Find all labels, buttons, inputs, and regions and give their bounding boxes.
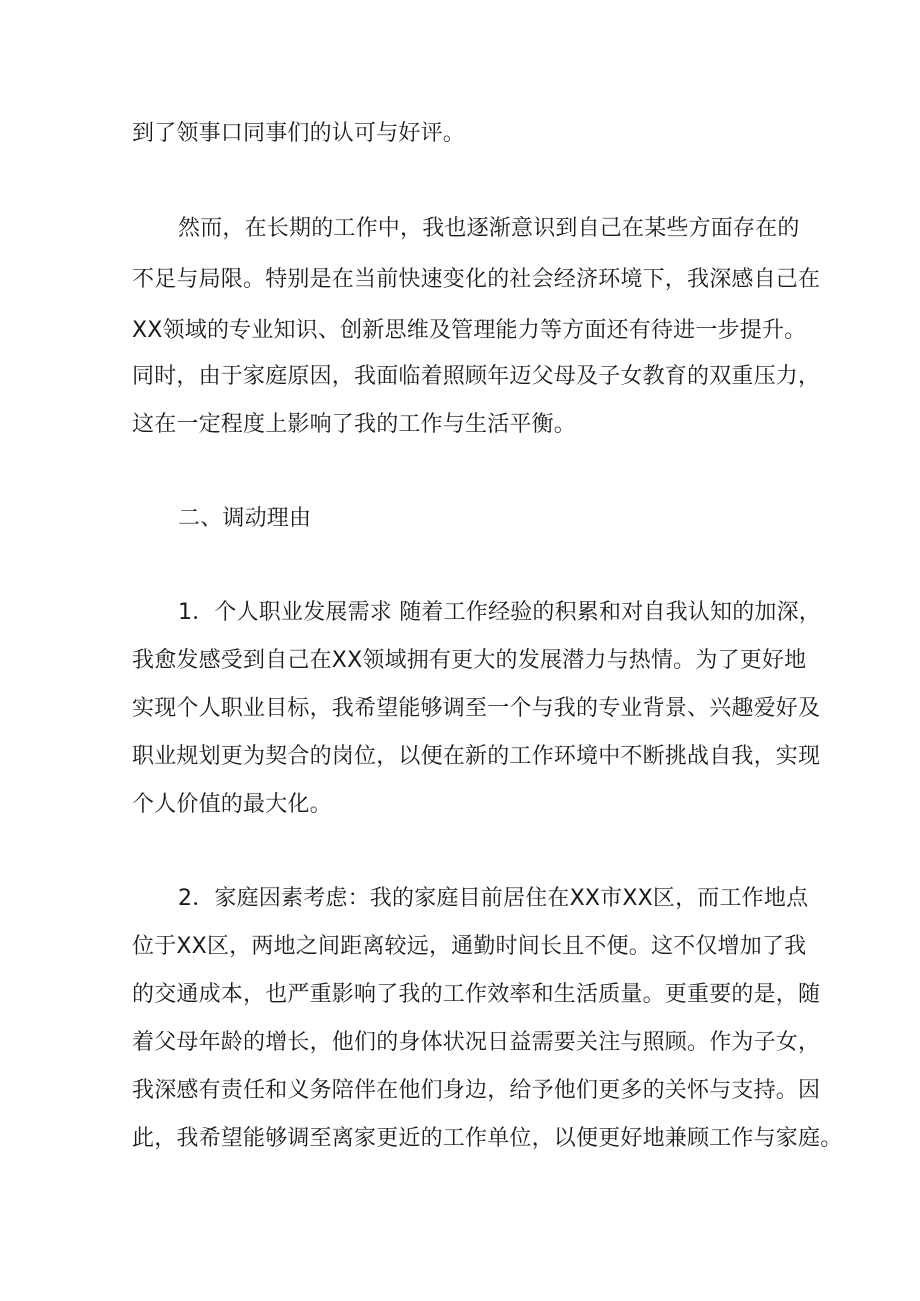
paragraph-line: 职业规划更为契合的岗位，以便在新的工作环境中不断挑战自我，实现 xyxy=(132,744,821,769)
paragraph-line: 我愈发感受到自己在XX领域拥有更大的发展潜力与热情。为了更好地 xyxy=(132,648,807,673)
paragraph-line: 不足与局限。特别是在当前快速变化的社会经济环境下，我深感自己在 xyxy=(132,267,821,292)
paragraph-line: 的交通成本，也严重影响了我的工作效率和生活质量。更重要的是，随 xyxy=(132,982,821,1007)
paragraph-line: 1．个人职业发展需求 随着工作经验的积累和对自我认知的加深， xyxy=(178,600,821,625)
paragraph-line: 此，我希望能够调至离家更近的工作单位，以便更好地兼顾工作与家庭。 xyxy=(132,1126,843,1151)
paragraph-line: 这在一定程度上影响了我的工作与生活平衡。 xyxy=(132,412,577,437)
paragraph-line: 2．家庭因素考虑：我的家庭目前居住在XX市XX区，而工作地点 xyxy=(178,886,809,911)
paragraph-line: 着父母年龄的增长，他们的身体状况日益需要关注与照顾。作为子女， xyxy=(132,1030,821,1055)
paragraph-line: 到了领事口同事们的认可与好评。 xyxy=(132,121,466,146)
paragraph-line: 实现个人职业目标，我希望能够调至一个与我的专业背景、兴趣爱好及 xyxy=(132,696,821,721)
section-heading: 二、调动理由 xyxy=(178,506,312,531)
paragraph-line: 我深感有责任和义务陪伴在他们身边，给予他们更多的关怀与支持。因 xyxy=(132,1078,821,1103)
paragraph-line: 同时，由于家庭原因，我面临着照顾年迈父母及子女教育的双重压力， xyxy=(132,364,821,389)
paragraph-line: 然而，在长期的工作中，我也逐渐意识到自己在某些方面存在的 xyxy=(178,216,800,241)
paragraph-line: XX领域的专业知识、创新思维及管理能力等方面还有待进一步提升。 xyxy=(132,318,807,343)
paragraph-line: 个人价值的最大化。 xyxy=(132,792,332,817)
paragraph-line: 位于XX区，两地之间距离较远，通勤时间长且不便。这不仅增加了我 xyxy=(132,934,807,959)
